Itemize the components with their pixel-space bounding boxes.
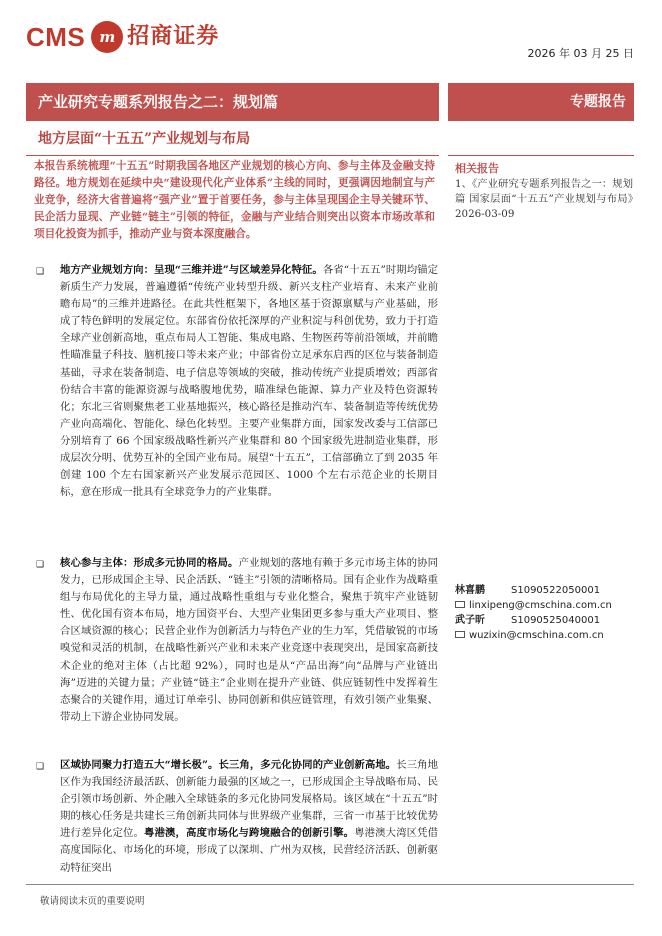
paragraph-industry-direction <box>60 262 438 501</box>
bullet-square-icon: ❑ <box>36 267 45 277</box>
analyst-license: S1090522050001 <box>511 585 601 596</box>
report-date: 2026 年 03 月 25 日 <box>527 47 634 60</box>
paragraph-heading: 地方产业规划方向：呈现“三维并进”与区域差异化特征。 <box>60 264 323 276</box>
paragraph-heading: 区域协同聚力打造五大“增长极”。长三角，多元化协同的产业创新高地。 <box>60 759 397 771</box>
analyst-name: 武子昕 <box>455 615 485 626</box>
paragraph-regional-growth <box>60 757 438 877</box>
logo-company-name: 招商证券 <box>127 24 220 49</box>
footer-divider <box>26 884 634 885</box>
logo-cms-text: CMS <box>26 22 86 52</box>
paragraph-body: 长三角地区作为我国经济最活跃、创新能力最强的区域之一，已形成国企主导战略布局、民企引领市场创新、外企融入全球链条的多元化协同发展格局。该区域在“十五五”时期的核心任务是共建长三角创新共同体与世界级产业集群，三省一市基于比较优势进行差异化定位。 <box>60 759 439 840</box>
report-subtitle: 地方层面“十五五”产业规划与布局 <box>38 131 251 147</box>
envelope-icon <box>455 601 465 608</box>
bullet-square-icon: ❑ <box>36 560 45 570</box>
paragraph-heading: 核心参与主体：形成多元协同的格局。 <box>60 557 239 569</box>
analyst-1 <box>455 583 612 613</box>
related-reports-title: 相关报告 <box>455 162 499 175</box>
divider-right <box>448 155 634 156</box>
divider-left <box>26 155 439 156</box>
paragraph-body: 各省“十五五”时期均锚定新质生产力发展，普遍遵循“传统产业转型升级、新兴支柱产业培育、未来产业前瞻布局”的三维并进路径。在此共性框架下，各地区基于资源禀赋与产业基础，形成了特色鲜明的发展定位。东部省份依托深厚的产业积淀与科创优势，致力于打造全球产业创新高地，重点布局人工智能、集成电路、生物医药等前沿领域，并前瞻性瞄准量子科技、脑机接口等未来产业；中部省份立足承东启西的区位与装备制造基础，寻求在装备制造、电子信息等领域的突破，推动传统产业提质增效；西部省份结合丰富的能源资源与战略腹地优势，瞄准绿色能源、算力产业及特色资源转化；东北三省则聚焦老工业基地振兴，核心路径是推动汽车、装备制造等传统优势产业向高端化、智能化、绿色化转型。主要产业集群方面，国家发改委与工信部已分别培育了 66 个国家级战略性新兴产业集群和 80 个国家级先进制造业集群，形成层次分明、优势互补的全国产业布局。展望“十五五”，工信部确立了到 2035 年创建 100 个左右国家新兴产业发展示范园区、1000 个左右示范企业的长期目标，意在形成一批具有全球竞争力的产业集群。 <box>60 264 439 499</box>
logo-emblem-icon: m <box>91 21 123 53</box>
report-type-banner: 专题报告 <box>448 83 634 121</box>
paragraph-body-continued: 粤港澳大湾区凭借高度国际化、市场化的环境，形成了以深圳、广州为双核，民营经济活跃、创新驱动特征突出 <box>60 827 439 874</box>
paragraph-body: 产业规划的落地有赖于多元市场主体的协同发力，已形成国企主导、民企活跃、“链主”引领的清晰格局。国有企业作为战略重组与布局优化的主导力量，通过战略性重组与专业化整合，聚焦于筑牢产业链韧性、优化国有资本布局，地方国资平台、大型产业集团更多参与重大产业项目、整合区域资源的核心；民营企业作为创新活力与特色产业的生力军，凭借敏锐的市场嗅觉和灵活的机制，在战略性新兴产业和未来产业竞逐中表现突出，是国家高新技术企业的绝对主体（占比超 92%），同时也是从“产品出海”向“品牌与产业链出海”迈进的关键力量；产业链“链主”企业则在提升产业链、供应链韧性中发挥着生态聚合的关键作用，通过订单牵引、协同创新和供应链管理，有效引领产业集聚、带动上下游企业协同发展。 <box>60 557 439 723</box>
analyst-2 <box>455 613 604 643</box>
analyst-license: S1090525040001 <box>511 615 601 626</box>
abstract: 本报告系统梳理“十五五”时期我国各地区产业规划的核心方向、参与主体及金融支持路径。地方规划在延续中央“建设现代化产业体系”主线的同时，更强调因地制宜与产业竞争，经济大省普遍将“强产业”置于首要任务，参与主体呈现国企主导关键环节、民企活力显现、产业链“链主”引领的特征，金融与产业结合则突出以资本市场改革和项目化投资为抓手，推动产业与资本深度融合。 <box>34 160 435 240</box>
analyst-email[interactable]: wuzixin@cmschina.com.cn <box>469 630 604 641</box>
paragraph-participants <box>60 555 438 726</box>
brand-logo <box>26 20 219 54</box>
paragraph-subheading: 粤港澳，高度市场化与跨境融合的创新引擎。 <box>144 827 355 840</box>
footer-disclaimer: 敬请阅读末页的重要说明 <box>40 896 145 907</box>
envelope-icon <box>455 631 465 638</box>
analyst-name: 林喜鹏 <box>455 585 485 596</box>
bullet-square-icon: ❑ <box>36 762 45 772</box>
series-title-banner: 产业研究专题系列报告之二：规划篇 <box>26 83 439 121</box>
analyst-email[interactable]: linxipeng@cmschina.com.cn <box>469 600 612 611</box>
related-report-link[interactable]: 1、《产业研究专题系列报告之一：规划篇 国家层面“十五五”产业规划与布局》2026-03-09 <box>455 178 633 220</box>
